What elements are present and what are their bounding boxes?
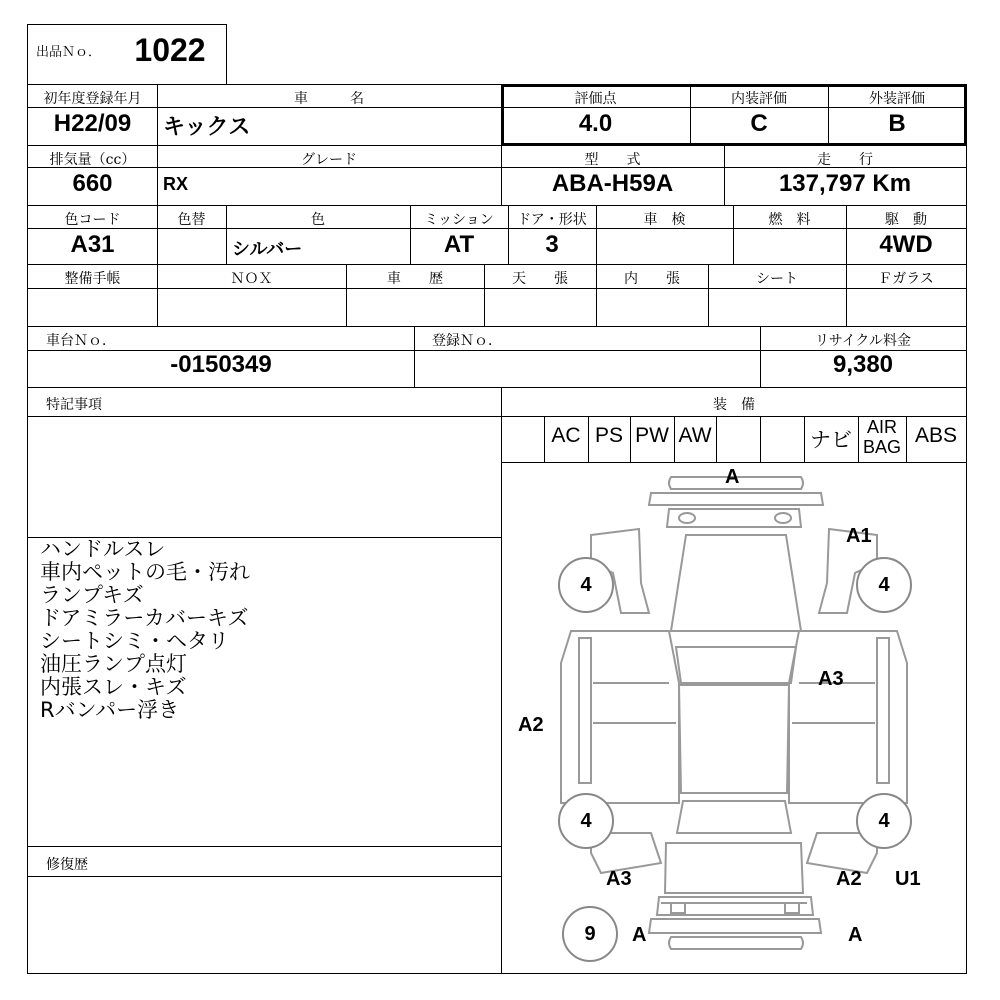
mark-a3-left: A3 [606,868,632,890]
tire-rear-left: 4 [558,793,614,849]
note-line: 車内ペットの毛・汚れ [40,560,250,584]
color-code-label: 色コード [64,212,121,228]
equipment-label: 装 備 [713,397,755,413]
mark-a3-right: A3 [818,668,844,690]
first-reg-value: H22/09 [53,110,132,137]
tire-front-left: 4 [558,557,614,613]
car-name-value: キックス [163,114,251,139]
chassis-label: 車台Ｎｏ． [46,333,116,349]
nox-label: ＮＯＸ [230,271,273,287]
mark-a1: A1 [846,525,872,547]
exterior-value: B [888,110,906,137]
fuel-label: 燃 料 [768,212,811,228]
equipment-abs: ABS [914,424,958,447]
door-value: 3 [545,231,559,258]
tire-front-right: 4 [856,557,912,613]
equipment-pw: PW [635,424,669,447]
equipment-airbag: AIR BAG [862,417,901,457]
mark-rear-left: A [632,924,647,946]
color-label: 色 [311,212,325,228]
notes-label: 特記事項 [46,397,102,413]
roof-label: 天 張 [512,271,568,287]
mark-a2-left: A2 [518,714,544,736]
note-line: ドアミラーカバーキズ [40,606,249,630]
score-label: 評価点 [574,91,617,107]
note-line: ハンドルスレ [40,537,166,561]
history-label: 車 歴 [387,271,443,287]
displacement-value: 660 [72,170,113,197]
repaint-label: 色替 [177,212,206,228]
score-value: 4.0 [578,110,613,137]
mark-front: A [725,466,740,488]
interior-label: 内装評価 [731,91,787,107]
displacement-label: 排気量（cc） [49,152,136,168]
notes-list [40,538,250,722]
registration-label: 登録Ｎｏ． [432,333,502,349]
note-line: シートシミ・ヘタリ [40,629,229,653]
car-name-label: 車 名 [294,91,364,107]
door-label: ドア・形状 [517,212,587,228]
chassis-value: -0150349 [170,351,272,378]
note-line: 油圧ランプ点灯 [40,652,187,676]
recycle-label: リサイクル料金 [814,333,912,349]
equipment-aw: AW [678,424,712,447]
mission-value: AT [443,231,475,258]
mark-u1: U1 [895,868,921,890]
recycle-value: 9,380 [832,351,894,378]
note-line: Rバンパー浮き [40,698,180,722]
grade-value: RX [163,174,189,194]
inspection-label: 車 検 [643,212,686,228]
mileage-label: 走 行 [817,152,873,168]
lot-number: 1022 [134,32,206,68]
mileage-value: 137,797 Km [778,170,912,197]
color-value: シルバー [232,239,303,259]
mark-rear-right: A [848,924,863,946]
glass-label: Ｆガラス [878,271,934,287]
interior-value: C [750,110,768,137]
grade-label: グレード [301,152,357,168]
equipment-navi: ナビ [810,429,852,452]
car-diagram-icon [501,463,967,973]
drive-value: 4WD [879,231,933,258]
tire-spare: 9 [562,906,618,962]
drive-label: 駆 動 [885,212,927,228]
first-reg-label: 初年度登録年月 [43,91,142,107]
mark-a2-right: A2 [836,868,862,890]
seat-label: シート [756,271,798,287]
model-value: ABA-H59A [551,170,674,197]
model-label: 型 式 [584,152,641,168]
note-line: ランプキズ [40,583,144,607]
tire-rear-right: 4 [856,793,912,849]
lot-label: 出品Ｎｏ． [36,45,102,60]
note-line: 内張スレ・キズ [40,675,187,699]
inner-label: 内 張 [624,271,680,287]
color-code-value: A31 [70,231,115,258]
equipment-ps: PS [594,424,623,447]
mission-label: ミッション [424,212,494,228]
equipment-ac: AC [551,424,581,447]
exterior-label: 外装評価 [869,91,925,107]
maintenance-label: 整備手帳 [64,271,121,287]
repair-label: 修復歴 [46,857,88,873]
